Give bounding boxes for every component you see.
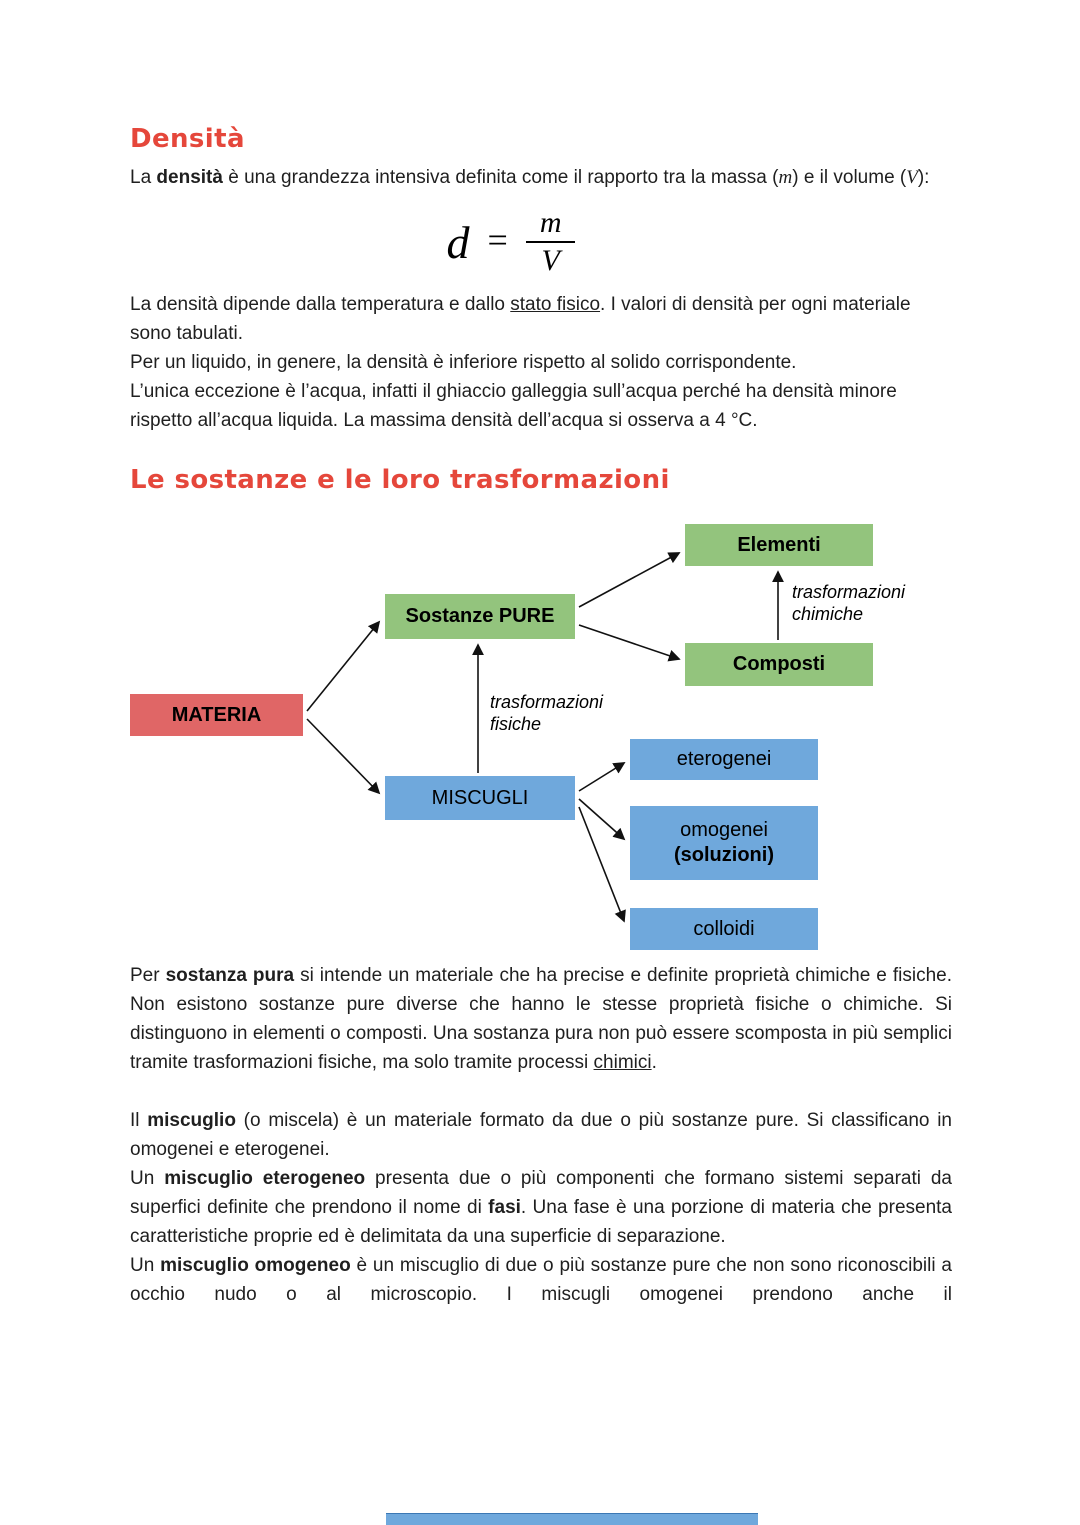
paragraph-miscuglio-omogeneo (130, 1251, 952, 1309)
diagram-arrows (0, 515, 1080, 967)
heading-density: Densità (130, 124, 245, 154)
diagram-box-omogenei (630, 806, 818, 880)
box-label: Sostanze PURE (405, 605, 555, 627)
text-segment-underlined: stato fisico (510, 294, 601, 315)
text-segment: La (130, 167, 157, 188)
box-label: eterogenei (676, 748, 772, 770)
label-trasformazioni-chimiche (792, 581, 905, 625)
text-segment-underlined: chimici (593, 1052, 652, 1073)
box-label: MATERIA (171, 703, 262, 726)
body-text-section (130, 961, 952, 1309)
label-line: fisiche (490, 714, 542, 734)
paragraph-density-liquid: Per un liquido, in genere, la densità è inferiore rispetto al solido corrispondente. (130, 352, 797, 373)
substances-diagram (0, 515, 1080, 967)
density-formula (130, 206, 892, 278)
label-trasformazioni-fisiche (490, 691, 603, 735)
math-var-v: V (906, 167, 918, 188)
paragraph-density-water: L’unica eccezione è l’acqua, infatti il ghiaccio galleggia sull’acqua perché ha densità minore rispetto all’acqua liquida. La massima densità dell’acqua si osserva a 4 °C. (130, 381, 897, 431)
box-label: Elementi (737, 533, 821, 556)
text-segment-bold: miscuglio (147, 1110, 236, 1131)
density-section (130, 122, 952, 497)
paragraph-miscuglio (130, 1106, 952, 1164)
diagram-box-miscugli (385, 776, 575, 820)
text-segment: presenta due o più componenti che formano sistemi separati da superfici definite che prendono il nome di (130, 1168, 952, 1218)
diagram-box-composti (685, 643, 873, 686)
box-label: colloidi (693, 917, 755, 940)
text-segment: Il (130, 1110, 148, 1131)
heading-substances: Le sostanze e le loro trasformazioni (130, 465, 670, 495)
text-segment-bold: miscuglio eterogeneo (164, 1168, 366, 1189)
text-segment: ): (917, 167, 930, 188)
next-page-box-partial (386, 1513, 758, 1525)
box-label: omogenei (680, 819, 768, 841)
formula-fraction (526, 206, 576, 278)
label-line: chimiche (792, 604, 864, 624)
box-label-soluzioni: (soluzioni) (674, 844, 774, 866)
formula-lhs: d (446, 216, 470, 268)
box-label: Composti (732, 653, 826, 675)
diagram-box-materia (130, 694, 303, 736)
text-segment: . Una fase è una porzione di materia che presenta caratteristiche proprie ed è delimitata da una superficie di separazione. (130, 1197, 952, 1247)
box-label: MISCUGLI (431, 786, 529, 809)
text-segment-bold: fasi (488, 1197, 521, 1218)
text-segment: si intende un materiale che ha precise e definite proprietà chimiche e fisiche. Non esistono sostanze pure diverse che hanno le stesse proprietà fisiche o chimiche. Si distinguono in elementi o composti. Una sostanza pura non può essere scomposta in più semplici tramite trasformazioni fisiche, ma solo tramite processi (130, 965, 952, 1073)
text-segment: Per (130, 965, 166, 986)
text-segment: è un miscuglio di due o più sostanze pure che non sono riconoscibili a occhio nudo o al microscopio. I miscugli omogenei prendono anche il (130, 1255, 952, 1305)
diagram-box-eterogenei (630, 739, 818, 780)
paragraph-density-intro (130, 163, 952, 192)
text-segment: ) e il volume ( (792, 167, 907, 188)
text-segment: . I valori di densità per ogni materiale sono tabulati. (130, 294, 911, 344)
text-segment-bold: sostanza pura (165, 965, 295, 986)
paragraph-sostanza-pura (130, 961, 952, 1077)
text-segment: Un (130, 1168, 165, 1189)
text-segment-bold: densità (156, 167, 223, 188)
label-line: trasformazioni (792, 582, 906, 602)
text-segment-bold: miscuglio omogeneo (160, 1255, 351, 1276)
formula-denominator: V (541, 244, 560, 277)
label-line: trasformazioni (490, 692, 604, 712)
diagram-box-sostanze-pure (385, 594, 575, 639)
formula-equals: = (487, 220, 508, 260)
math-var-m: m (778, 167, 793, 188)
text-segment: . (651, 1052, 657, 1073)
diagram-box-elementi (685, 524, 873, 566)
text-segment: La densità dipende dalla temperatura e dallo (130, 294, 511, 315)
text-segment: (o miscela) è un materiale formato da due o più sostanze pure. Si classificano in omogenei e eterogenei. (130, 1110, 952, 1160)
paragraph-density-temperature (130, 290, 952, 348)
diagram-box-colloidi (630, 908, 818, 950)
text-segment: Un (130, 1255, 161, 1276)
paragraph-miscuglio-eterogeneo (130, 1164, 952, 1251)
text-segment: è una grandezza intensiva definita come il rapporto tra la massa ( (222, 167, 779, 188)
formula-numerator: m (526, 206, 576, 243)
